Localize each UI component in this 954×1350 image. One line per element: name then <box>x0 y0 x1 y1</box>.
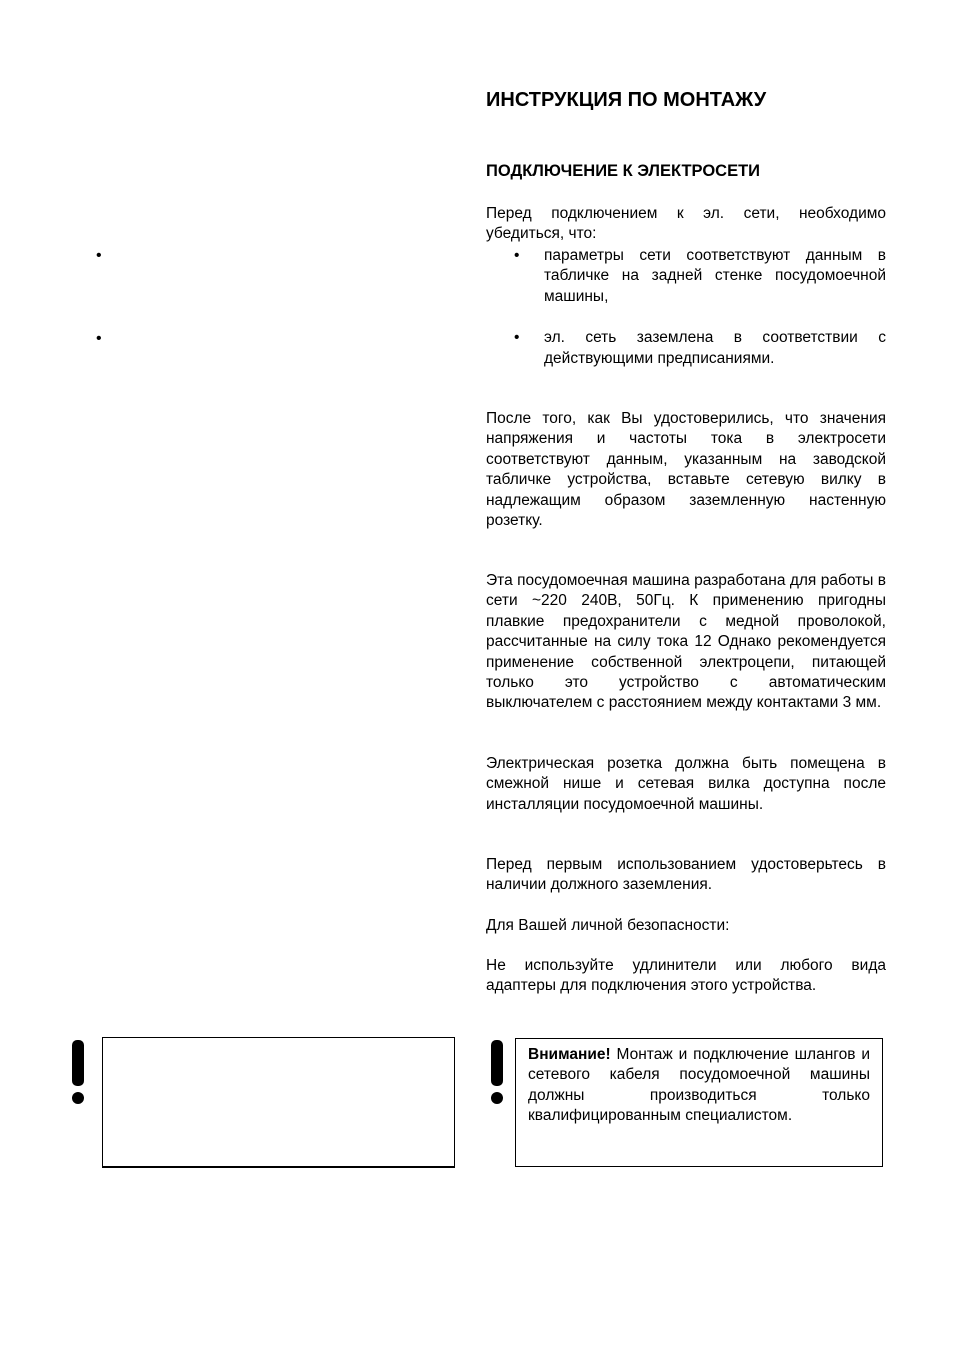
left-bullet-1: • <box>96 247 102 264</box>
extension-cord-paragraph: Не используйте удлинители или любого вида адаптеры для подключения этого устройства. <box>486 957 886 995</box>
list-item <box>486 246 886 307</box>
list-item <box>486 328 886 369</box>
intro-paragraph: Перед подключением к эл. сети, необходимо убедиться, что: <box>486 205 886 243</box>
power-spec-paragraph: Эта посудомоечная машина разработана для работы в сети ~220 240В, 50Гц. К применению пригодны плавкие предохранители с медной проволокой, рассчитанные на силу тока 12 Однако рекомендуется применение собственной электроцепи, питающей только это устройство с автоматическим выключателем с расстоянием между контактами 3 мм. <box>486 572 886 712</box>
bullet-dot: • <box>514 247 520 264</box>
warning-text: Монтаж и подключение шлангов и сетевого кабеля посудомоечной машины должны производиться только квалифицированным специалистом. <box>528 1046 870 1125</box>
page-title: ИНСТРУКЦИЯ ПО МОНТАЖУ <box>486 89 767 111</box>
left-bullet-2: • <box>96 330 102 347</box>
section-title: ПОДКЛЮЧЕНИЕ К ЭЛЕКТРОСЕТИ <box>486 162 761 180</box>
grounding-paragraph: Перед первым использованием удостоверьтесь в наличии должного заземления. <box>486 856 886 894</box>
socket-paragraph: Электрическая розетка должна быть помещена в смежной нише и сетевая вилка доступна после инсталляции посудомоечной машины. <box>486 755 886 813</box>
plug-in-paragraph: После того, как Вы удостоверились, что значения напряжения и частоты тока в электросети соответствуют данным, указанным на заводской табличке устройства, вставьте сетевую вилку в надлежащим образом заземленную настенную розетку. <box>486 410 886 530</box>
warning-label: Внимание! <box>528 1046 611 1063</box>
bullet-dot: • <box>514 329 520 347</box>
left-warning-box <box>102 1037 455 1168</box>
list-item-text: эл. сеть заземлена в соответствии с действующими предписаниями. <box>544 329 886 367</box>
warning-box <box>515 1038 883 1167</box>
list-item-text: параметры сети соответствуют данным в табличке на задней стенке посудомоечной машины, <box>544 247 886 305</box>
safety-heading: Для Вашей личной безопасности: <box>486 917 730 934</box>
requirements-list <box>486 246 886 369</box>
